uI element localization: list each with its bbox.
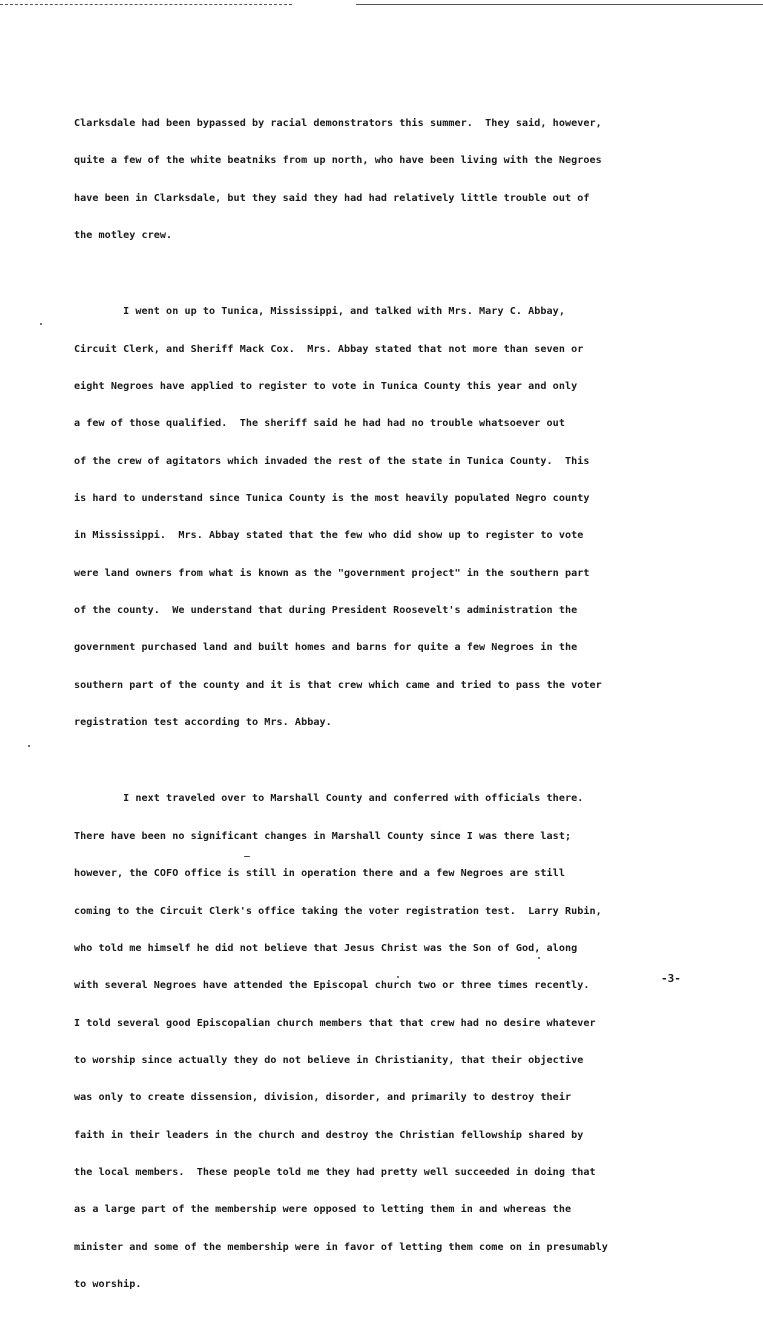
text-line: the local members. These people told me they had pretty well succeeded in doing that: [74, 1167, 596, 1179]
text-line: Clarksdale had been bypassed by racial demonstrators this summer. They said, however,: [74, 117, 602, 129]
text-line: government purchased land and built homes and barns for quite a few Negroes in the: [74, 642, 578, 654]
scan-speck: [244, 856, 250, 857]
scan-speck: [40, 323, 42, 325]
text-line: minister and some of the membership were in favor of letting them come on in presumably: [74, 1241, 608, 1253]
top-solid-rule: [356, 4, 763, 5]
text-line: I told several good Episcopalian church members that that crew had no desire whatever: [74, 1017, 596, 1029]
page-number: -3-: [661, 972, 681, 985]
text-line: faith in their leaders in the church and destroy the Christian fellowship shared by: [74, 1129, 584, 1141]
scan-speck: [28, 745, 30, 747]
text-line: with several Negroes have attended the Episcopal church two or three times recently.: [74, 980, 590, 992]
text-line: I went on up to Tunica, Mississippi, and talked with Mrs. Mary C. Abbay,: [74, 306, 565, 318]
scan-speck: [538, 957, 540, 959]
scan-speck: [397, 976, 399, 978]
text-line: to worship.: [74, 1279, 142, 1291]
text-line: of the crew of agitators which invaded the rest of the state in Tunica County. This: [74, 455, 590, 467]
text-line: is hard to understand since Tunica County is the most heavily populated Negro county: [74, 493, 590, 505]
text-line: registration test according to Mrs. Abbay.: [74, 717, 332, 729]
text-line: to worship since actually they do not believe in Christianity, that their objective: [74, 1054, 584, 1066]
text-line: were land owners from what is known as the "government project" in the southern part: [74, 567, 590, 579]
text-line: I next traveled over to Marshall County and conferred with officials there.: [74, 793, 584, 805]
typed-page-body: [74, 93, 730, 1331]
text-line: in Mississippi. Mrs. Abbay stated that the few who did show up to register to vote: [74, 530, 584, 542]
text-line: Circuit Clerk, and Sheriff Mack Cox. Mrs. Abbay stated that not more than seven or: [74, 343, 584, 355]
text-line: of the county. We understand that during President Roosevelt's administration the: [74, 605, 578, 617]
text-line: There have been no significant changes in Marshall County since I was there last;: [74, 830, 572, 842]
text-line: the motley crew.: [74, 229, 173, 241]
paragraph-marshall-county: [74, 769, 730, 1317]
text-line: however, the COFO office is still in operation there and a few Negroes are still: [74, 868, 565, 880]
text-line: quite a few of the white beatniks from up north, who have been living with the Negroes: [74, 155, 602, 167]
text-line: as a large part of the membership were opposed to letting them in and whereas the: [74, 1204, 572, 1216]
text-line: who told me himself he did not believe that Jesus Christ was the Son of God, along: [74, 942, 578, 954]
text-line: southern part of the county and it is that crew which came and tried to pass the voter: [74, 679, 602, 691]
paragraph-tunica: [74, 281, 730, 754]
top-dashed-rule: [0, 4, 292, 5]
text-line: have been in Clarksdale, but they said they had had relatively little trouble out of: [74, 192, 590, 204]
text-line: was only to create dissension, division, disorder, and primarily to destroy their: [74, 1092, 572, 1104]
text-line: coming to the Circuit Clerk's office taking the voter registration test. Larry Rubin,: [74, 905, 602, 917]
text-line: a few of those qualified. The sheriff said he had had no trouble whatsoever out: [74, 418, 565, 430]
text-line: eight Negroes have applied to register to vote in Tunica County this year and only: [74, 380, 578, 392]
paragraph-clarksdale: [74, 93, 730, 267]
